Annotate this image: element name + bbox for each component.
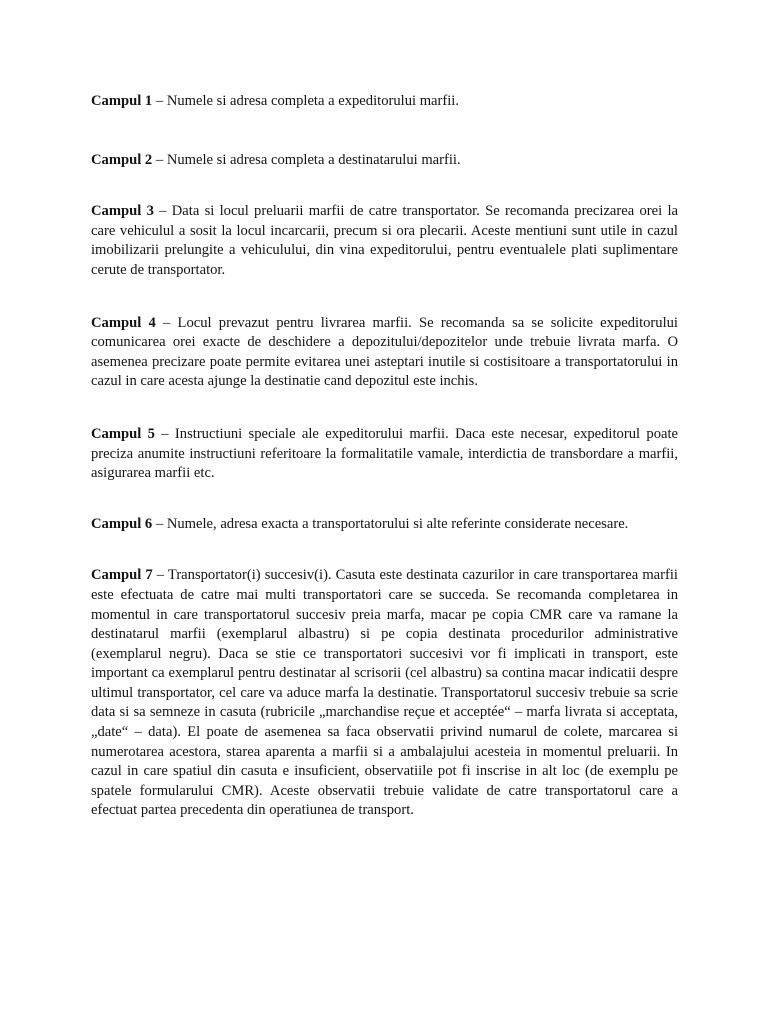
- paragraph-label: Campul 1: [91, 93, 153, 109]
- paragraph-text: – Transportator(i) succesiv(i). Casuta este destinata cazurilor in care transportarea marfii este efectuata de catre mai multi transportatori care se succeda. Se recomanda completarea in momentul in care transportatorul succesiv preia marfa, macar pe copia CMR care va ramane la destinatarul marfii (exemplarul albastru) si pe copia destinata procedurilor administrative (exemplarul negru). Daca se stie ce transportatori succesivi vor fi implicati in transport, este important ca exemplarul pentru destinatar al scrisorii (cel albastru) sa contina macar indicatii despre ultimul transportator, cel care va aduce marfa la destinatie. Transportatorul succesiv trebuie sa scrie data si sa semneze in casuta (rubricile „marchandise reçue et acceptée“ – marfa livrata si acceptata, „date“ – data). El poate de asemenea sa faca observatii privind numarul de colete, marcarea si numerotarea acestora, starea aparenta a marfii si a ambalajului acesteia in momentul preluarii. In cazul in care spatiul din casuta e insuficient, observatiile pot fi inscrise in alt loc (de exemplu pe spatele formularului CMR). Aceste observatii trebuie validate de catre transportatorul care a efectuat partea precedenta din operatiunea de transport.: [91, 567, 678, 819]
- paragraph-label: Campul 7: [91, 567, 153, 584]
- paragraph-label: Campul 4: [91, 314, 156, 331]
- paragraph-campul-4: [91, 314, 678, 392]
- paragraph-campul-1: [91, 92, 678, 112]
- paragraph-text: – Numele si adresa completa a expeditorului marfii.: [152, 93, 460, 109]
- paragraph-campul-7: [91, 566, 678, 821]
- paragraph-campul-5: [91, 425, 678, 484]
- paragraph-label: Campul 3: [91, 203, 154, 220]
- paragraph-label: Campul 5: [91, 425, 155, 442]
- paragraph-text: – Data si locul preluarii marfii de catre transportator. Se recomanda precizarea orei la care vehiculul a sosit la locul incarcarii, precum si ora plecarii. Aceste mentiuni sunt utile in cazul imobilizarii prelungite a vehiculului, din vina expeditorului, pentru eventualele plati suplimentare cerute de transportator.: [91, 203, 679, 278]
- paragraph-campul-2: [91, 151, 678, 171]
- paragraph-text: – Instructiuni speciale ale expeditorului marfii. Daca este necesar, expeditorul poate preciza anumite instructiuni referitoare la formalitatile vamale, interdictia de transbordare a marfii, asigurarea marfii etc.: [91, 425, 679, 482]
- paragraph-text: – Numele, adresa exacta a transportatorului si alte referinte considerate necesare.: [152, 515, 629, 532]
- paragraph-text: – Locul prevazut pentru livrarea marfii. Se recomanda sa se solicite expeditorului comunicarea orei exacte de deschidere a depozitului/depozitelor unde trebuie livrata marfa. O asemenea precizare poate permite evitarea unei asteptari inutile si costisitoare a transportatorului in cazul in care acesta ajunge la destinatie cand depozitul este inchis.: [91, 314, 678, 390]
- paragraph-campul-3: [91, 202, 678, 280]
- paragraph-label: Campul 2: [91, 151, 153, 168]
- paragraph-campul-6: [91, 515, 678, 535]
- document-body: [91, 92, 678, 821]
- paragraph-text: – Numele si adresa completa a destinatarului marfii.: [152, 151, 461, 168]
- paragraph-label: Campul 6: [91, 515, 153, 532]
